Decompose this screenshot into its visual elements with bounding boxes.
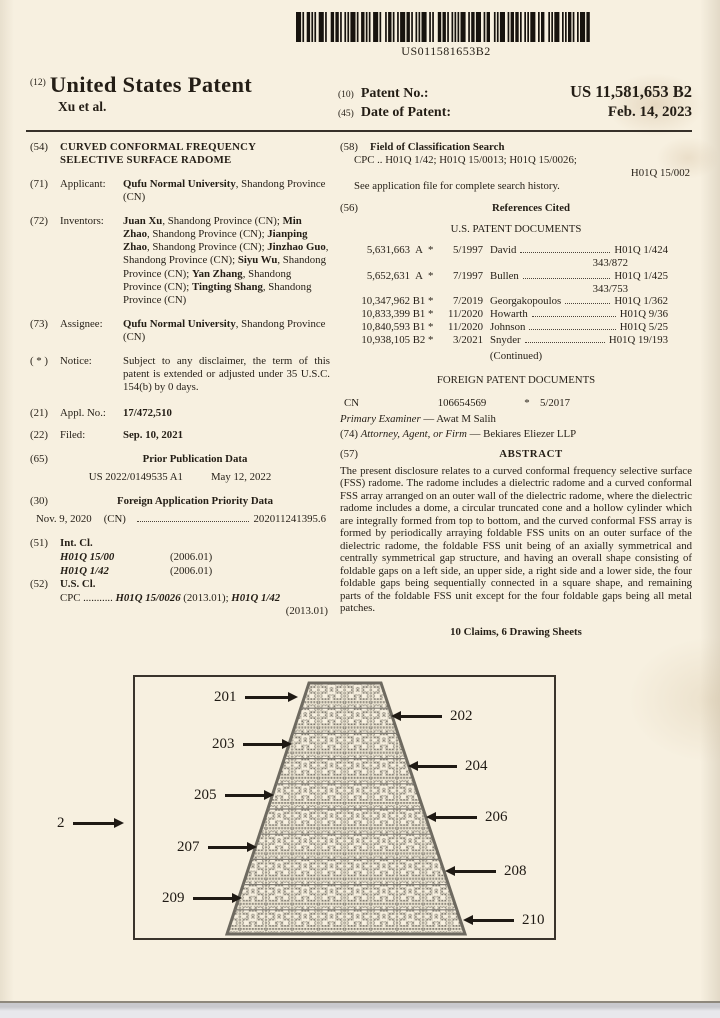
prior-pub-row (30, 471, 330, 484)
field-inventors (30, 215, 330, 306)
arrow-left-icon (472, 919, 514, 922)
applicant-value (123, 178, 330, 204)
prior-pub-date: May 12, 2022 (210, 471, 272, 484)
figure-label-207 (177, 839, 248, 856)
inventor-party: Xu et al. (58, 99, 107, 114)
field-code: (57) (340, 447, 358, 460)
bibliographic-columns (30, 141, 692, 639)
foreign-citation-number: 106654569 (437, 397, 487, 410)
field-notice (30, 355, 330, 394)
field-code: (56) (340, 202, 358, 215)
foreign-citation-row (344, 397, 692, 410)
patent-number-row (338, 82, 692, 102)
field-label: Assignee: (60, 317, 103, 330)
assignee-value (123, 318, 330, 344)
field-label: Applicant: (60, 178, 106, 191)
us-patent-documents-heading: U.S. PATENT DOCUMENTS (450, 223, 582, 236)
attorney-name: — Bekiares Eliezer LLP (469, 427, 577, 440)
attorney-code: (74) (340, 427, 358, 440)
drawing-figure (0, 660, 720, 970)
patent-date-code: (45) (338, 109, 354, 119)
field-title (30, 141, 330, 167)
figure-label-text: 2 (57, 815, 65, 831)
field-label: Inventors: (60, 215, 104, 228)
patent-number-value: US 11,581,653 B2 (570, 82, 692, 101)
figure-label-205 (194, 787, 265, 804)
field-code: (72) (30, 215, 48, 228)
arrow-left-icon (435, 816, 477, 819)
references-heading: References Cited (491, 202, 571, 215)
field-search-note: See application file for complete search history. (354, 180, 560, 193)
field-search-cpc1: CPC .. H01Q 1/42; H01Q 15/0013; H01Q 15/0026; (354, 154, 577, 167)
arrow-right-icon (193, 897, 233, 900)
patent-date-value: Feb. 14, 2023 (607, 104, 692, 120)
field-search-heading-row (340, 141, 692, 154)
abstract-heading: ABSTRACT (499, 447, 563, 460)
filed-value: Sep. 10, 2021 (123, 429, 183, 442)
left-column (30, 141, 330, 639)
primary-examiner-label: Primary Examiner (340, 413, 421, 426)
figure-label-text: 205 (194, 787, 217, 803)
applicant-location: , Shandong Province (CN) (123, 178, 326, 204)
primary-examiner-line (340, 413, 692, 426)
figure-label-2 (57, 815, 115, 832)
document-kind (30, 72, 252, 115)
arrow-left-icon (417, 765, 457, 768)
int-cl-list: H01Q 15/00 (2006.01) H01Q 1/42 (2006.01) (60, 551, 213, 577)
figure-label-201 (214, 689, 289, 706)
us-cl-cpc-line2: (2013.01) (285, 604, 328, 617)
notice-text: Subject to any disclaimer, the term of this patent is extended or adjusted under 35 U.S.C. 154(b) by 0 days. (123, 354, 330, 393)
claims-line: 10 Claims, 6 Drawing Sheets (450, 625, 582, 638)
assignee-location: , Shandong Province (CN) (123, 317, 326, 343)
figure-label-text: 204 (465, 758, 488, 774)
figure-label-208 (454, 863, 527, 880)
primary-examiner-name: — Awat M Salih (423, 413, 496, 426)
field-code: (22) (30, 429, 48, 442)
cpc-segments: H01Q 15/0026 (2013.01); H01Q 1/42 (115, 591, 281, 604)
foreign-priority-heading: Foreign Application Priority Data (116, 495, 274, 508)
assignee-name: Qufu Normal University (123, 317, 236, 330)
foreign-priority-date: Nov. 9, 2020 (36, 513, 92, 526)
field-code: (30) (30, 495, 48, 508)
references-heading-row (340, 202, 692, 215)
arrow-left-icon (400, 715, 442, 718)
field-filed (30, 429, 330, 442)
invention-title: CURVED CONFORMAL FREQUENCY SELECTIVE SURFACE RADOME (60, 141, 256, 167)
field-code: (65) (30, 453, 48, 466)
applicant-name: Qufu Normal University (123, 178, 236, 191)
figure-label-203 (212, 736, 283, 753)
field-code: (58) (340, 141, 358, 153)
attorney-label: Attorney, Agent, or Firm (360, 427, 467, 440)
arrow-left-icon (454, 870, 496, 873)
barcode-number: US011581653B2 (401, 44, 491, 58)
inventors-text: Juan Xu, Shandong Province (CN); Min Zhao, Shandong Province (CN); Jianping Zhao, Shandong Province (CN); Jinzhao Guo, Shandong Province (CN); Siyu Wu, Shandong Province (CN); Yan Zhang, Shandong Province (CN); Tingting Shang, Shandong Province (CN) (123, 215, 329, 306)
field-code: ( * ) (30, 354, 48, 367)
field-code: (73) (30, 317, 48, 330)
field-search-cpc2: H01Q 15/002 (630, 167, 690, 180)
foreign-priority-number: 202011241395.6 (253, 513, 326, 526)
cpc-prefix: CPC ........... (60, 591, 113, 604)
figure-label-text: 203 (212, 736, 235, 752)
figure-label-text: 209 (162, 890, 185, 906)
foreign-priority-country: (CN) (103, 513, 126, 526)
citations-list: 5,631,663 A * 5/1997 David H01Q 1/424 343/872 5,652,631 A * 7/1997 Bullen H01Q 1/425 343/753 10,347,962 B1 * 7/2019 Georgakopoulos H01Q 1/362 10,833,399 B1 * 11/2020 Howarth H01Q 9/36 10,840,593 B1 * 11/2020 Johnson H01Q 5/25 10,938,105 B2 * 3/2021 Snyder H01Q 19/193 (361, 244, 668, 346)
figure-label-text: 207 (177, 839, 200, 855)
arrow-right-icon (245, 696, 289, 699)
field-label: Notice: (60, 354, 92, 367)
figure-label-204 (417, 758, 488, 775)
abstract-text: The present disclosure relates to a curved conformal frequency selective surface (FSS) radome. The radome includes a dielectric radome and a curved conformal FSS array arranged on an outer wall of the dielectric radome, where the dielectric radome includes a dome, a circular truncated cone and a hollow cylinder which are integrally formed from top to bottom, and the curved conformal FSS array is formed by periodically arraying foldable FSS units on an outer surface of the dielectric radome, the foldable FSS unit being of an axially symmetrical and centrally symmetrical gap structure, and having an overall shape consisting of foldable gaps on a left side, an upper side, a right side and a lower side, the four foldable gaps being sequentially connected in a square shape, and remaining parts of the foldable FSS unit except for the four foldable gaps being all metal patches. (340, 464, 692, 615)
kind-code: (12) (30, 78, 46, 88)
dot-leader (137, 521, 249, 522)
field-code: (51) (30, 537, 48, 550)
prior-pub-number: US 2022/0149535 A1 (88, 471, 183, 484)
foreign-patent-documents-heading: FOREIGN PATENT DOCUMENTS (436, 374, 596, 387)
barcode (296, 12, 596, 42)
figure-label-text: 201 (214, 689, 237, 705)
field-search-heading: Field of Classification Search (370, 141, 505, 153)
figure-label-210 (472, 912, 545, 929)
figure-label-text: 210 (522, 912, 545, 928)
patent-number-code: (10) (338, 90, 354, 100)
patent-identifiers (338, 82, 692, 123)
prior-pub-heading: Prior Publication Data (142, 453, 248, 466)
figure-label-text: 206 (485, 809, 508, 825)
foreign-priority-row (36, 513, 326, 526)
field-label: Appl. No.: (60, 407, 106, 419)
prior-pub-heading-row (30, 453, 330, 466)
int-cl-heading: Int. Cl. (60, 537, 93, 550)
field-code: (54) (30, 141, 48, 153)
field-appl-no (30, 407, 330, 420)
field-assignee (30, 318, 330, 344)
us-cl-heading-row (30, 578, 330, 591)
field-code: (71) (30, 178, 48, 191)
foreign-citation-country: CN (344, 397, 359, 410)
us-cl-heading: U.S. Cl. (60, 577, 96, 590)
field-code: (21) (30, 407, 48, 419)
arrow-right-icon (73, 822, 115, 825)
abstract-heading-row (340, 448, 692, 461)
continued-note: (Continued) (489, 350, 543, 363)
foreign-citation-star: * (524, 397, 530, 410)
field-label: Filed: (60, 429, 86, 442)
arrow-right-icon (225, 794, 265, 797)
field-code: (52) (30, 577, 48, 590)
arrow-right-icon (243, 743, 283, 746)
figure-label-text: 208 (504, 863, 527, 879)
figure-label-text: 202 (450, 708, 473, 724)
desk-surface (0, 1001, 720, 1018)
patent-number-label: Patent No.: (360, 86, 429, 101)
int-cl-heading-row (30, 537, 330, 550)
figure-label-206 (435, 809, 508, 826)
figure-label-209 (162, 890, 233, 907)
us-cl-cpc-line (60, 592, 330, 605)
appl-no-value: 17/472,510 (123, 407, 172, 419)
patent-date-row (338, 104, 692, 121)
foreign-priority-heading-row (30, 495, 330, 508)
right-column (340, 141, 692, 639)
patent-date-label: Date of Patent: (360, 105, 452, 120)
figure-label-202 (400, 708, 473, 725)
header-divider (26, 130, 692, 132)
attorney-line (340, 428, 692, 441)
document-title: United States Patent (49, 72, 253, 97)
arrow-right-icon (208, 846, 248, 849)
field-applicant (30, 178, 330, 204)
foreign-citation-date: 5/2017 (540, 397, 570, 410)
